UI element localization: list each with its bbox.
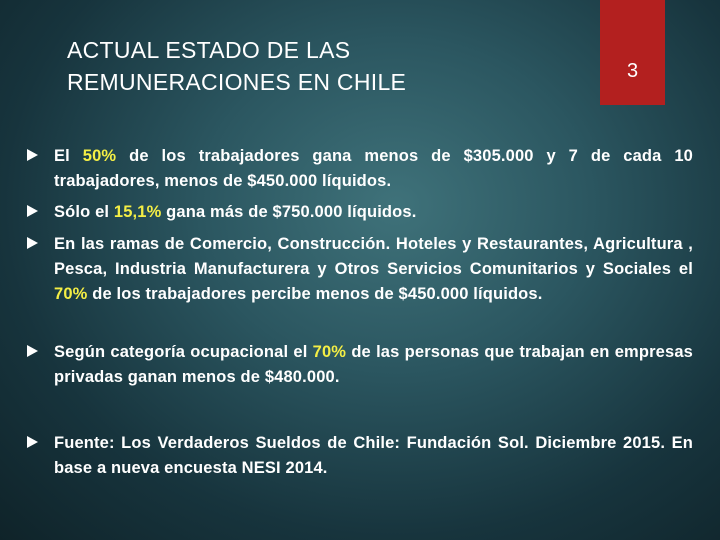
bullet-text-pre: El [54,147,83,165]
highlight-value: 70% [54,285,88,303]
triangle-bullet-icon [27,436,38,448]
bullet-text-pre: Según categoría ocupacional el [54,343,313,361]
highlight-value: 15,1% [113,203,162,221]
bullet-text [54,232,693,307]
highlight-value: 50% [82,147,117,165]
bullet-item-source [27,431,693,481]
bullet-item [27,340,693,390]
bullet-text-pre: En las ramas de Comercio, Construcción. Hoteles y Restaurantes, Agricultura , Pesca, Industria Manufacturera y Otros Servicios Comunitarios y Sociales el [54,235,693,278]
source-text: Fuente: Los Verdaderos Sueldos de Chile: Fundación Sol. Diciembre 2015. En base a nueva encuesta NESI 2014. [54,434,693,477]
highlight-value: 70% [312,343,347,361]
slide-number: 3 [626,60,639,82]
triangle-bullet-icon [27,237,38,249]
bullet-text-pre: Sólo el [54,203,114,221]
bullet-text [54,144,693,194]
bullet-text-post: de los trabajadores gana menos de $305.000 y 7 de cada 10 trabajadores, menos de $450.000 líquidos. [54,147,694,190]
triangle-bullet-icon [27,149,38,161]
bullet-item [27,144,693,194]
bullet-text-post: de las personas que trabajan en empresas privadas ganan menos de $480.000. [54,343,693,386]
triangle-bullet-icon [27,205,38,217]
bullet-item [27,200,693,225]
bullet-item [27,232,693,307]
bullet-text [54,340,693,390]
triangle-bullet-icon [27,345,38,357]
bullet-text [54,200,693,225]
bullet-text-post: de los trabajadores percibe menos de $450.000 líquidos. [87,285,543,303]
slide-title-line-2: REMUNERACIONES EN CHILE [67,69,407,95]
bullet-text-post: gana más de $750.000 líquidos. [161,203,417,221]
slide-title-line-1: ACTUAL ESTADO DE LAS [67,37,351,63]
